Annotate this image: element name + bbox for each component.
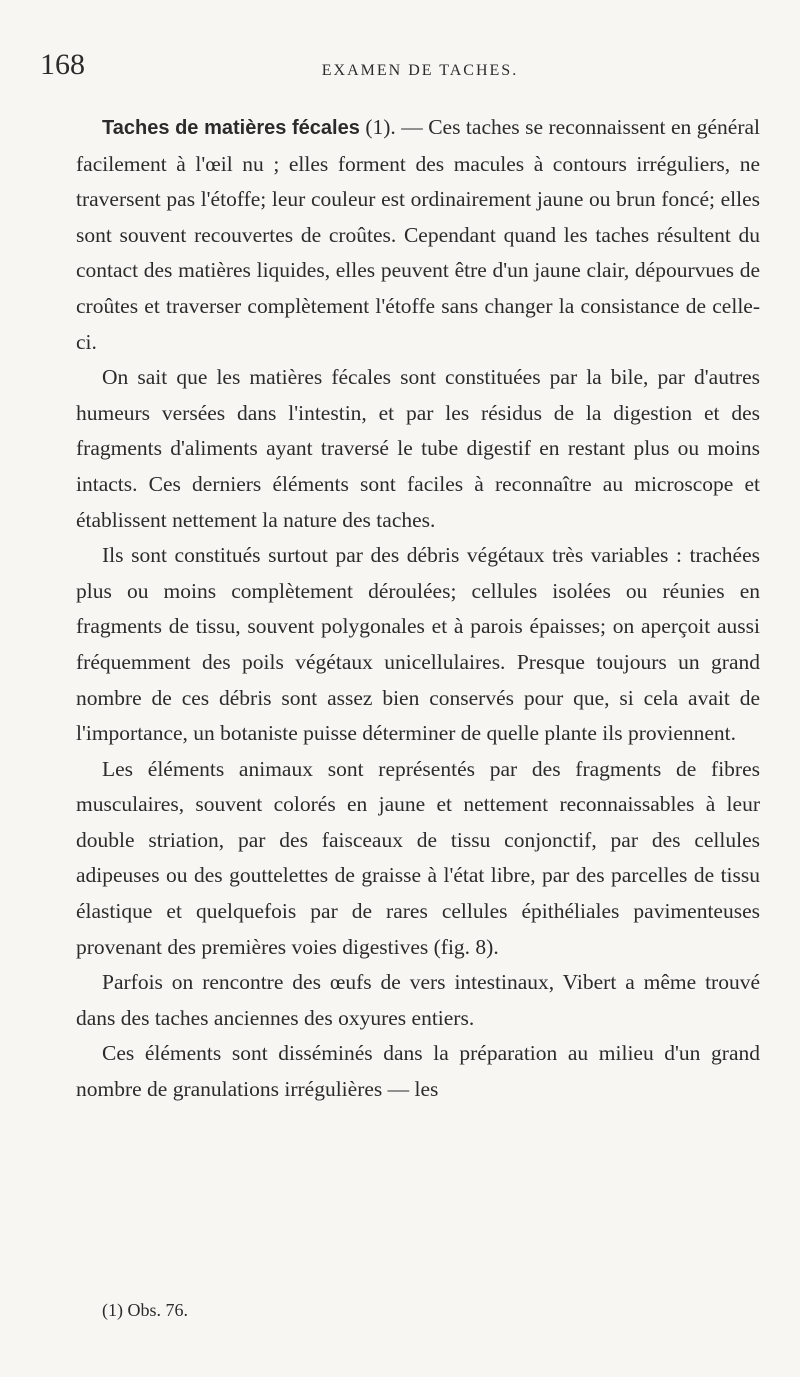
footnote: (1) Obs. 76.: [102, 1300, 188, 1320]
paragraph-3: Ils sont constitués surtout par des débris végétaux très variables : trachées plus ou moins complètement déroulées; cellules isolées ou réunies en fragments de tissu, souvent polygonales et à parois épaisses; on aperçoit aussi fréquemment des poils végétaux unicellulaires. Presque toujours un grand nombre de ces débris sont assez bien conservés pour que, si cela avait de l'importance, un botaniste puisse déterminer de quelle plante ils proviennent.: [76, 543, 760, 746]
paragraph-1: [76, 110, 760, 360]
page-header: [40, 48, 760, 102]
paragraph-2: On sait que les matières fécales sont constituées par la bile, par d'autres humeurs versées dans l'intestin, et par les résidus de la digestion et des fragments d'aliments ayant traversé le tube digestif en restant plus ou moins intacts. Ces derniers éléments sont faciles à reconnaître au microscope et établissent nettement la nature des taches.: [76, 365, 760, 532]
body-text: [76, 110, 760, 1108]
paragraph-4: Les éléments animaux sont représentés par des fragments de fibres musculaires, souvent colorés en jaune et nettement reconnaissables à leur double striation, par des faisceaux de tissu conjonctif, par des cellules adipeuses ou des gouttelettes de graisse à l'état libre, par des parcelles de tissu élastique et quelquefois par de rares cellules épithéliales pavimenteuses provenant des premières voies digestives (fig. 8).: [76, 756, 760, 959]
paragraph-5: Parfois on rencontre des œufs de vers intestinaux, Vibert a même trouvé dans des taches anciennes des oxyures entiers.: [76, 970, 760, 1030]
running-head: EXAMEN DE TACHES.: [321, 62, 519, 79]
section-title-note: (1). —: [359, 115, 429, 139]
paragraph-text: Ces taches se reconnaissent en général facilement à l'œil nu ; elles forment des macules à contours irréguliers, ne traversent pas l'étoffe; leur couleur est ordinairement jaune ou brun foncé; elles sont souvent recouvertes de croûtes. Cependant quand les taches résultent du contact des matières liquides, elles peuvent être d'un jaune clair, dépourvues de croûtes et traverser complètement l'étoffe sans changer la consistance de celle-ci.: [76, 115, 760, 354]
paragraph-6: Ces éléments sont disséminés dans la préparation au milieu d'un grand nombre de granulations irrégulières — les: [76, 1041, 760, 1102]
page-number: 168: [40, 48, 85, 81]
section-title: Taches de matières fécales: [102, 117, 360, 139]
